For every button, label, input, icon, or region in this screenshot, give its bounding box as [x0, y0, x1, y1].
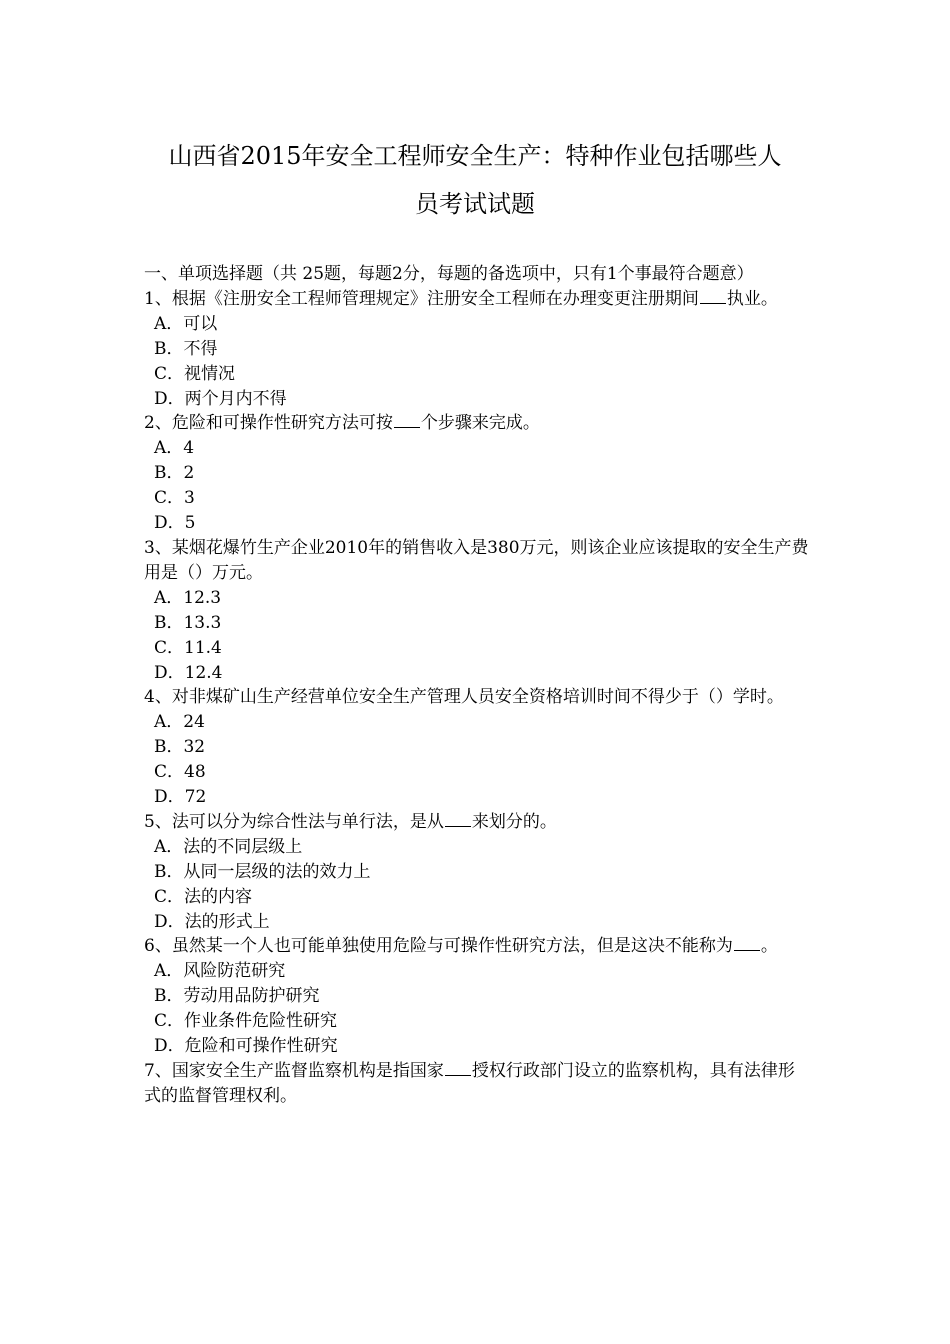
answer-blank	[394, 413, 420, 428]
option: D．5	[154, 513, 196, 534]
document-body	[144, 262, 810, 1109]
option: B．劳动用品防护研究	[154, 986, 320, 1007]
option: C．11.4	[154, 637, 222, 658]
option: D．法的形式上	[154, 911, 270, 932]
question-5	[144, 810, 810, 935]
question-text: 1、根据《注册安全工程师管理规定》注册安全工程师在办理变更注册期间 执业。	[144, 288, 778, 309]
question-3	[144, 536, 810, 685]
option: B．从同一层级的法的效力上	[154, 861, 371, 882]
option: D．危险和可操作性研究	[154, 1036, 338, 1057]
option: B．32	[154, 737, 206, 758]
option: A．可以	[154, 313, 218, 334]
option: A．24	[154, 712, 205, 733]
answer-blank	[734, 936, 760, 951]
option: A．4	[154, 438, 195, 459]
question-6	[144, 934, 810, 1059]
option: C．48	[154, 762, 206, 783]
option: C．视情况	[154, 363, 236, 384]
answer-blank	[445, 1061, 471, 1076]
option: C．3	[154, 488, 195, 509]
answer-blank	[700, 289, 726, 304]
question-text: 5、法可以分为综合性法与单行法，是从 来划分的。	[144, 811, 557, 832]
option: D．两个月内不得	[154, 388, 287, 409]
option: C．法的内容	[154, 886, 253, 907]
page-title	[120, 132, 830, 228]
question-4	[144, 685, 810, 810]
option: A．法的不同层级上	[154, 836, 303, 857]
option: D．72	[154, 787, 207, 808]
option: B．13.3	[154, 612, 222, 633]
option: A．风险防范研究	[154, 961, 286, 982]
question-7	[144, 1059, 810, 1109]
question-2	[144, 411, 810, 536]
question-text: 6、虽然某一个人也可能单独使用危险与可操作性研究方法，但是这决不能称为 。	[144, 936, 778, 957]
option: A．12.3	[154, 587, 222, 608]
option: D．12.4	[154, 662, 223, 683]
option: B．2	[154, 463, 195, 484]
question-text: 4、对非煤矿山生产经营单位安全生产管理人员安全资格培训时间不得少于（）学时。	[144, 687, 784, 708]
option: B．不得	[154, 338, 218, 359]
title-line-1: 山西省2015年安全工程师安全生产：特种作业包括哪些人	[168, 142, 782, 170]
title-line-2: 员考试试题	[415, 190, 535, 218]
question-text: 3、某烟花爆竹生产企业2010年的销售收入是380万元，则该企业应该提取的安全生产费用是（）万元。	[144, 537, 809, 583]
option: C．作业条件危险性研究	[154, 1011, 338, 1032]
answer-blank	[445, 812, 471, 827]
section-heading: 一、单项选择题（共 25题，每题2分，每题的备选项中，只有1个事最符合题意）	[144, 264, 754, 284]
question-1	[144, 287, 810, 412]
question-text: 2、危险和可操作性研究方法可按 个步骤来完成。	[144, 413, 540, 434]
question-text: 7、国家安全生产监督监察机构是指国家 授权行政部门设立的监察机构，具有法律形式的监督管理权利。	[144, 1061, 795, 1106]
